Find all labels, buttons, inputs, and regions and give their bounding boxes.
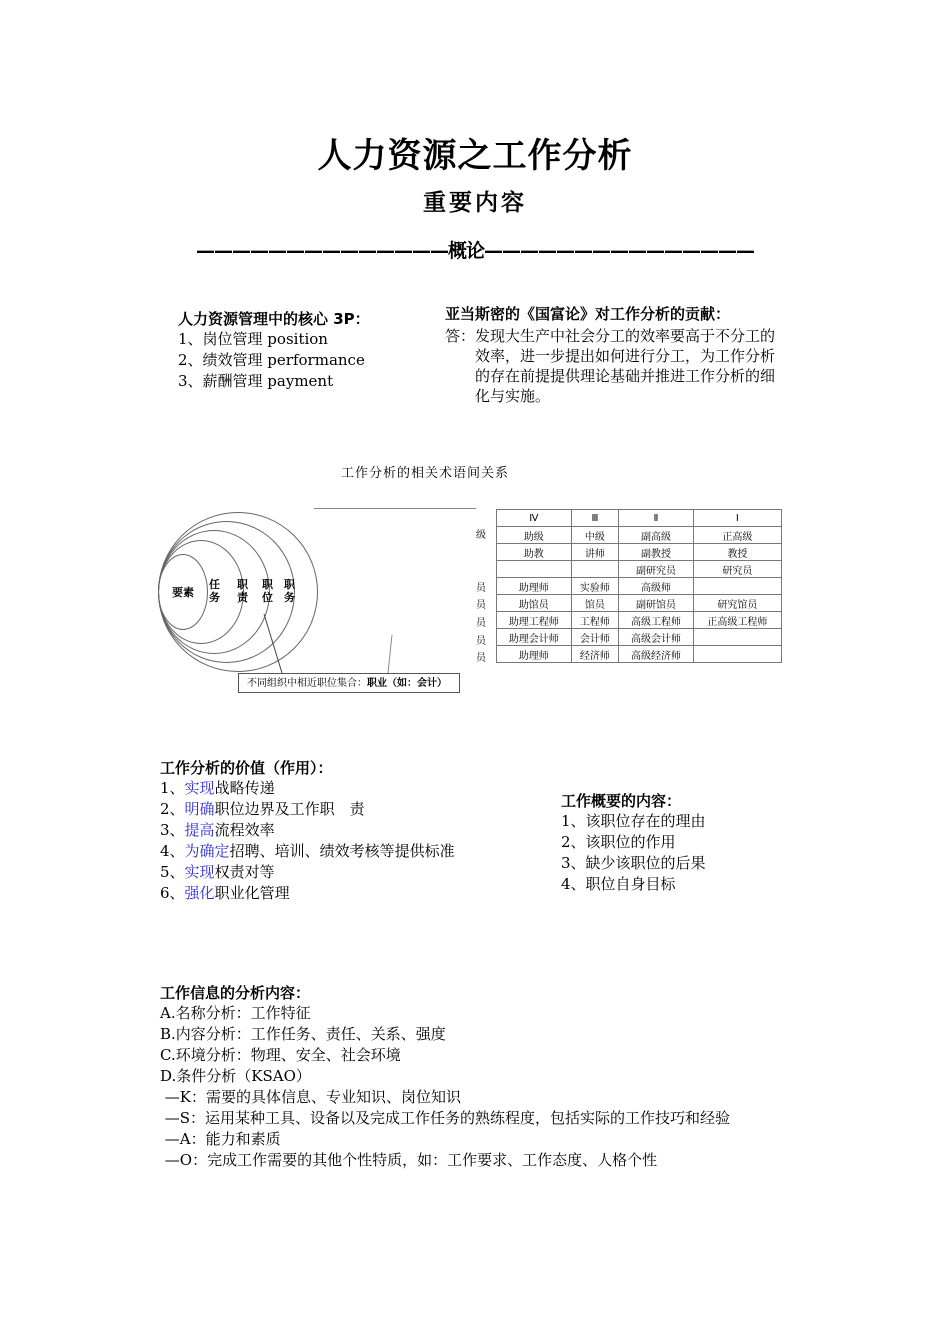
list-item: 5、实现权责对等	[160, 863, 275, 881]
table-cell: 中级	[571, 527, 619, 544]
list-item: A.名称分析：工作特征	[160, 1004, 311, 1022]
table-header: Ⅱ	[619, 510, 694, 527]
list-item: 1、岗位管理 position	[178, 330, 328, 348]
table-cell: 正高级	[693, 527, 781, 544]
list-item: 2、该职位的作用	[561, 833, 676, 851]
table-row	[497, 612, 782, 629]
list-item: B.内容分析：工作任务、责任、关系、强度	[160, 1025, 446, 1043]
table-cell: 工程师	[571, 612, 619, 629]
job-summary-heading: 工作概要的内容：	[561, 792, 682, 810]
adam-smith-heading: 亚当斯密的《国富论》对工作分析的贡献：	[445, 305, 731, 323]
list-item: 3、提高流程效率	[160, 821, 275, 839]
table-left-fragments: 级 员 员 员 员 员	[476, 530, 486, 665]
adam-smith-section	[445, 303, 785, 406]
core-3p-section	[178, 308, 370, 392]
list-item: —O：完成工作需要的其他个性特质，如：工作要求、工作态度、人格个性	[160, 1151, 658, 1169]
list-item: 2、明确职位边界及工作职 责	[160, 800, 365, 818]
list-item: 2、绩效管理 performance	[178, 351, 365, 369]
pointer-lines	[260, 610, 400, 676]
table-cell: 助级	[497, 527, 572, 544]
table-header-row	[497, 510, 782, 527]
table-row	[497, 578, 782, 595]
table-header: Ⅲ	[571, 510, 619, 527]
table-cell: 助理师	[497, 578, 572, 595]
list-item: C.环境分析：物理、安全、社会环境	[160, 1046, 401, 1064]
list-item: 4、为确定招聘、培训、绩效考核等提供标准	[160, 842, 455, 860]
value-section	[160, 757, 455, 904]
table-header: Ⅰ	[693, 510, 781, 527]
circle-label-job: 职务	[284, 578, 295, 604]
list-item: D.条件分析（KSAO）	[160, 1067, 311, 1085]
note-text: 不同组织中相近职位集合：	[247, 678, 367, 689]
table-cell: 研究员	[693, 561, 781, 578]
table-row	[497, 544, 782, 561]
table-cell: 助理工程师	[497, 612, 572, 629]
table-row	[497, 629, 782, 646]
table-cell: 馆员	[571, 595, 619, 612]
answer-text: 发现大生产中社会分工的效率要高于不分工的效率，进一步提出如何进行分工，为工作分析的存在前提提供理论基础并推进工作分析的细化与实施。	[475, 327, 776, 405]
table-cell: 正高级工程师	[693, 612, 781, 629]
note-bold-text: 职业（如：会计）	[367, 678, 447, 689]
table-cell	[571, 561, 619, 578]
list-item: 4、职位自身目标	[561, 875, 676, 893]
table-cell: 高级会计师	[619, 629, 694, 646]
table-cell: 助教	[497, 544, 572, 561]
table-cell	[497, 561, 572, 578]
table-cell: 副研究员	[619, 561, 694, 578]
occupation-note	[238, 673, 460, 693]
table-cell: 助理会计师	[497, 629, 572, 646]
table-cell: 副研馆员	[619, 595, 694, 612]
list-item: 3、薪酬管理 payment	[178, 372, 334, 390]
figure-caption: 工作分析的相关术语间关系	[340, 466, 509, 481]
table-cell: 实验师	[571, 578, 619, 595]
core-3p-heading: 人力资源管理中的核心 3P：	[178, 310, 370, 328]
list-item: —A：能力和素质	[160, 1130, 281, 1148]
table-cell	[693, 629, 781, 646]
answer-prefix: 答：	[445, 327, 476, 345]
table-cell: 高级经济师	[619, 646, 694, 663]
figure-top-line	[314, 508, 476, 509]
circle-label-element: 要素	[172, 586, 194, 599]
value-heading: 工作分析的价值（作用）：	[160, 759, 333, 777]
list-item: —K：需要的具体信息、专业知识、岗位知识	[160, 1088, 461, 1106]
table-cell: 高级工程师	[619, 612, 694, 629]
table-row	[497, 527, 782, 544]
page-subtitle: 重要内容	[423, 189, 527, 216]
table-cell	[693, 578, 781, 595]
job-summary-section	[561, 790, 706, 895]
title-grade-table	[496, 509, 782, 663]
table-cell	[693, 646, 781, 663]
table-cell: 助理师	[497, 646, 572, 663]
table-row	[497, 561, 782, 578]
table-cell: 副教授	[619, 544, 694, 561]
list-item: 1、该职位存在的理由	[561, 812, 706, 830]
circle-label-position: 职位	[262, 578, 273, 604]
circle-label-responsibility: 职责	[237, 578, 248, 604]
table-cell: 教授	[693, 544, 781, 561]
table-row	[497, 595, 782, 612]
job-info-section	[160, 982, 730, 1171]
table-cell: 经济师	[571, 646, 619, 663]
list-item: 3、缺少该职位的后果	[561, 854, 706, 872]
table-header: Ⅳ	[497, 510, 572, 527]
table-cell: 助馆员	[497, 595, 572, 612]
list-item: 6、强化职业化管理	[160, 884, 290, 902]
section-divider: ——————————————概论———————————————	[195, 240, 754, 262]
table-cell: 研究馆员	[693, 595, 781, 612]
circle-label-task: 任务	[209, 578, 220, 604]
list-item: —S：运用某种工具、设备以及完成工作任务的熟练程度，包括实际的工作技巧和经验	[160, 1109, 731, 1127]
table-cell: 副高级	[619, 527, 694, 544]
job-info-heading: 工作信息的分析内容：	[160, 984, 311, 1002]
table-cell: 会计师	[571, 629, 619, 646]
page-title: 人力资源之工作分析	[317, 136, 633, 176]
list-item: 1、实现战略传递	[160, 779, 275, 797]
table-cell: 高级师	[619, 578, 694, 595]
table-cell: 讲师	[571, 544, 619, 561]
table-row	[497, 646, 782, 663]
